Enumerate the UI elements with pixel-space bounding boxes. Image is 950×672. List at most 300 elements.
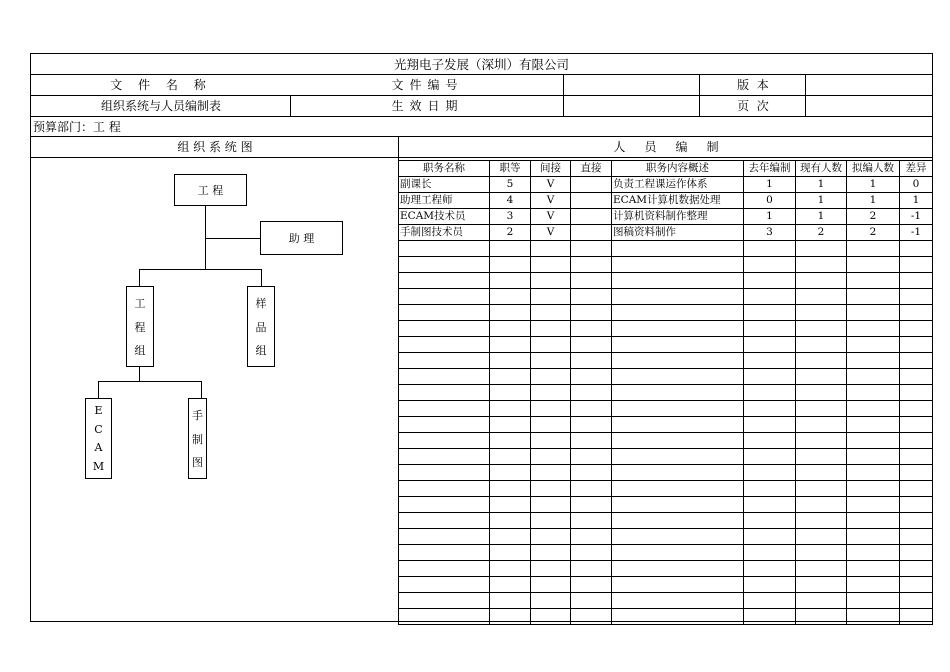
doc-number-label: 文件编号 <box>391 78 464 92</box>
table-cell <box>612 465 744 481</box>
table-cell <box>571 561 612 577</box>
table-cell <box>571 609 612 625</box>
org-node-char: 手 <box>192 408 203 422</box>
table-cell <box>900 305 933 321</box>
table-cell: V <box>531 225 571 241</box>
table-cell <box>490 321 531 337</box>
table-cell <box>531 529 571 545</box>
table-cell <box>847 561 900 577</box>
table-cell <box>571 545 612 561</box>
table-cell <box>847 385 900 401</box>
table-cell: V <box>531 209 571 225</box>
table-cell: 1 <box>796 177 847 193</box>
table-cell <box>612 561 744 577</box>
table-cell <box>399 497 490 513</box>
table-cell <box>399 385 490 401</box>
table-cell <box>399 465 490 481</box>
table-cell <box>531 593 571 609</box>
table-cell <box>612 497 744 513</box>
table-cell <box>796 545 847 561</box>
table-cell: 3 <box>490 209 531 225</box>
table-cell <box>490 433 531 449</box>
table-cell <box>900 289 933 305</box>
table-cell <box>796 593 847 609</box>
table-cell <box>490 305 531 321</box>
table-cell <box>744 289 796 305</box>
table-row-empty <box>399 561 933 577</box>
table-row-empty <box>399 385 933 401</box>
table-cell <box>847 465 900 481</box>
table-cell <box>490 337 531 353</box>
table-cell <box>531 273 571 289</box>
table-cell: 0 <box>744 193 796 209</box>
table-cell <box>796 481 847 497</box>
table-row-empty <box>399 465 933 481</box>
table-cell <box>796 257 847 273</box>
table-cell <box>612 481 744 497</box>
column-header: 去年编制 <box>744 161 796 177</box>
table-cell <box>612 337 744 353</box>
table-cell <box>744 465 796 481</box>
effective-date-value <box>564 95 700 116</box>
table-cell <box>399 481 490 497</box>
table-cell <box>571 481 612 497</box>
column-header: 直接 <box>571 161 612 177</box>
org-node-hand-drawing <box>188 398 207 479</box>
company-row <box>30 53 933 74</box>
table-cell <box>571 257 612 273</box>
column-header: 职务内容概述 <box>612 161 744 177</box>
table-cell <box>796 337 847 353</box>
table-cell: 4 <box>490 193 531 209</box>
table-cell: 2 <box>847 209 900 225</box>
table-cell: 1 <box>744 177 796 193</box>
table-cell: ECAM计算机数据处理 <box>612 193 744 209</box>
table-cell <box>744 337 796 353</box>
table-cell: V <box>531 193 571 209</box>
table-cell <box>847 497 900 513</box>
table-cell <box>744 401 796 417</box>
table-cell: 5 <box>490 177 531 193</box>
table-cell: 1 <box>847 193 900 209</box>
table-cell <box>900 273 933 289</box>
table-cell <box>744 497 796 513</box>
table-cell <box>744 609 796 625</box>
table-cell <box>399 609 490 625</box>
table-cell <box>796 497 847 513</box>
table-cell <box>490 241 531 257</box>
table-row-empty <box>399 273 933 289</box>
org-node-char: 组 <box>255 344 267 358</box>
table-cell <box>796 353 847 369</box>
table-cell <box>490 273 531 289</box>
table-cell <box>847 273 900 289</box>
table-cell <box>571 385 612 401</box>
table-cell <box>490 417 531 433</box>
org-node-engineering-group <box>126 286 154 367</box>
table-cell <box>399 241 490 257</box>
column-header: 职等 <box>490 161 531 177</box>
table-cell <box>612 369 744 385</box>
table-cell <box>612 433 744 449</box>
table-cell <box>744 561 796 577</box>
table-cell <box>531 577 571 593</box>
table-cell <box>847 433 900 449</box>
table-cell <box>490 529 531 545</box>
table-cell: V <box>531 177 571 193</box>
table-cell <box>490 257 531 273</box>
table-cell <box>490 289 531 305</box>
table-cell <box>571 225 612 241</box>
org-node-char: M <box>92 459 105 473</box>
table-cell <box>531 449 571 465</box>
table-cell <box>612 609 744 625</box>
table-cell <box>744 545 796 561</box>
table-cell <box>900 369 933 385</box>
table-cell <box>796 385 847 401</box>
table-cell <box>399 401 490 417</box>
table-cell <box>612 273 744 289</box>
table-cell <box>612 449 744 465</box>
staffing-title: 人 员 编 制 <box>613 140 719 154</box>
table-cell: 1 <box>900 193 933 209</box>
org-node-ecam <box>85 398 112 479</box>
table-cell <box>531 369 571 385</box>
table-cell <box>847 449 900 465</box>
table-cell: ECAM技术员 <box>399 209 490 225</box>
table-cell: 负责工程课运作体系 <box>612 177 744 193</box>
table-cell <box>571 321 612 337</box>
table-cell <box>847 241 900 257</box>
table-cell <box>847 529 900 545</box>
table-cell: -1 <box>900 209 933 225</box>
table-cell <box>744 369 796 385</box>
table-cell <box>847 321 900 337</box>
table-cell <box>900 545 933 561</box>
table-cell <box>847 353 900 369</box>
table-row <box>399 225 933 241</box>
org-chart-title: 组 织 系 统 图 <box>177 140 253 154</box>
table-cell: 1 <box>796 209 847 225</box>
table-cell <box>571 593 612 609</box>
table-cell <box>744 321 796 337</box>
org-node-char: A <box>94 441 103 455</box>
table-cell <box>571 273 612 289</box>
table-cell <box>796 449 847 465</box>
table-cell <box>399 305 490 321</box>
org-node-char: 图 <box>192 456 203 470</box>
table-cell <box>571 433 612 449</box>
table-cell <box>531 481 571 497</box>
table-row-empty <box>399 545 933 561</box>
table-cell <box>744 257 796 273</box>
column-header: 拟编人数 <box>847 161 900 177</box>
table-cell <box>531 337 571 353</box>
table-cell <box>399 449 490 465</box>
table-row-empty <box>399 609 933 625</box>
table-cell <box>490 593 531 609</box>
table-cell <box>900 241 933 257</box>
table-cell <box>900 401 933 417</box>
table-cell <box>399 321 490 337</box>
table-cell <box>399 529 490 545</box>
column-header: 职务名称 <box>399 161 490 177</box>
table-cell <box>531 497 571 513</box>
table-cell <box>571 353 612 369</box>
table-cell <box>531 417 571 433</box>
table-cell <box>531 465 571 481</box>
table-cell <box>900 561 933 577</box>
table-cell <box>612 305 744 321</box>
table-cell <box>399 561 490 577</box>
table-cell <box>490 513 531 529</box>
table-cell <box>399 273 490 289</box>
table-cell <box>796 273 847 289</box>
table-header-row <box>399 161 933 177</box>
header-row-1 <box>30 74 933 95</box>
table-cell <box>796 433 847 449</box>
org-node-engineering <box>174 174 247 206</box>
table-cell <box>900 481 933 497</box>
table-cell: 助理工程师 <box>399 193 490 209</box>
table-cell <box>847 289 900 305</box>
table-cell <box>847 369 900 385</box>
table-cell <box>744 305 796 321</box>
table-cell <box>612 593 744 609</box>
table-row-empty <box>399 321 933 337</box>
table-cell <box>399 417 490 433</box>
org-node-sample-group <box>247 286 275 367</box>
table-cell <box>490 353 531 369</box>
table-cell <box>612 289 744 305</box>
table-cell <box>571 305 612 321</box>
table-cell: 2 <box>490 225 531 241</box>
table-cell <box>399 513 490 529</box>
table-cell <box>900 497 933 513</box>
doc-name-value: 组织系统与人员编制表 <box>100 99 221 113</box>
section-title-row <box>30 136 933 157</box>
table-cell <box>900 593 933 609</box>
table-cell <box>571 177 612 193</box>
table-cell <box>847 545 900 561</box>
staff-table <box>398 160 933 625</box>
table-cell <box>612 321 744 337</box>
table-cell <box>900 337 933 353</box>
table-cell <box>399 289 490 305</box>
table-cell <box>531 353 571 369</box>
table-cell <box>744 513 796 529</box>
column-header: 现有人数 <box>796 161 847 177</box>
table-cell <box>847 481 900 497</box>
org-node-char: E <box>94 404 103 418</box>
table-cell <box>399 577 490 593</box>
table-row-empty <box>399 417 933 433</box>
budget-row <box>30 116 933 136</box>
column-header: 间接 <box>531 161 571 177</box>
table-cell <box>612 385 744 401</box>
table-cell <box>612 401 744 417</box>
org-node-char: 样 <box>255 296 267 310</box>
table-cell <box>531 561 571 577</box>
table-row-empty <box>399 433 933 449</box>
table-cell <box>571 337 612 353</box>
table-cell <box>490 465 531 481</box>
table-row-empty <box>399 577 933 593</box>
table-cell <box>796 561 847 577</box>
table-cell <box>612 513 744 529</box>
table-cell <box>571 529 612 545</box>
table-cell <box>796 369 847 385</box>
table-cell: 手制图技术员 <box>399 225 490 241</box>
org-node-char: C <box>94 422 103 436</box>
table-row-empty <box>399 369 933 385</box>
table-cell: 1 <box>796 193 847 209</box>
table-cell <box>796 609 847 625</box>
table-cell <box>744 417 796 433</box>
table-cell <box>571 577 612 593</box>
table-cell <box>744 241 796 257</box>
table-row-empty <box>399 497 933 513</box>
budget-department: 预算部门：工 程 <box>33 119 121 134</box>
table-cell <box>399 353 490 369</box>
table-cell <box>847 257 900 273</box>
table-cell <box>490 369 531 385</box>
org-node-label: 工 程 <box>197 184 224 197</box>
table-row-empty <box>399 257 933 273</box>
version-label: 版 本 <box>737 78 769 92</box>
page-label: 页 次 <box>737 99 769 113</box>
table-cell <box>490 561 531 577</box>
table-cell <box>571 369 612 385</box>
table-cell <box>796 465 847 481</box>
company-name: 光翔电子发展（深圳）有限公司 <box>393 56 569 72</box>
table-cell <box>571 209 612 225</box>
table-row-empty <box>399 289 933 305</box>
table-cell: 图稿资料制作 <box>612 225 744 241</box>
org-node-char: 工 <box>134 296 146 310</box>
table-cell <box>612 545 744 561</box>
table-cell <box>744 273 796 289</box>
table-cell <box>571 417 612 433</box>
table-cell <box>531 257 571 273</box>
table-cell <box>796 305 847 321</box>
table-cell <box>796 529 847 545</box>
table-cell: 1 <box>744 209 796 225</box>
table-cell <box>571 241 612 257</box>
table-cell <box>796 241 847 257</box>
table-cell <box>490 497 531 513</box>
table-cell: 1 <box>847 177 900 193</box>
table-cell <box>571 289 612 305</box>
table-cell <box>847 593 900 609</box>
table-cell <box>847 337 900 353</box>
header-row-2 <box>30 95 933 116</box>
table-cell <box>744 353 796 369</box>
table-cell <box>900 529 933 545</box>
table-cell: 2 <box>796 225 847 241</box>
table-cell <box>571 465 612 481</box>
table-cell <box>900 417 933 433</box>
table-cell <box>531 433 571 449</box>
table-cell: 计算机资料制作整理 <box>612 209 744 225</box>
table-cell <box>744 433 796 449</box>
table-cell <box>900 449 933 465</box>
table-row <box>399 177 933 193</box>
table-cell <box>847 305 900 321</box>
table-cell <box>744 529 796 545</box>
table-row-empty <box>399 337 933 353</box>
table-cell <box>490 385 531 401</box>
table-cell <box>612 417 744 433</box>
table-cell: -1 <box>900 225 933 241</box>
table-cell <box>796 577 847 593</box>
table-row-empty <box>399 513 933 529</box>
table-cell <box>847 577 900 593</box>
table-cell <box>612 529 744 545</box>
table-row-empty <box>399 305 933 321</box>
org-node-label: 助 理 <box>288 232 315 245</box>
table-row-empty <box>399 449 933 465</box>
table-cell <box>490 577 531 593</box>
table-row-empty <box>399 593 933 609</box>
table-cell <box>612 241 744 257</box>
table-cell <box>900 609 933 625</box>
table-cell <box>399 337 490 353</box>
table-cell <box>796 401 847 417</box>
table-cell <box>571 513 612 529</box>
doc-number-value <box>564 74 700 95</box>
org-node-char: 品 <box>255 320 267 334</box>
org-node-char: 程 <box>134 320 146 334</box>
table-cell <box>571 193 612 209</box>
table-cell <box>571 449 612 465</box>
table-cell <box>490 609 531 625</box>
table-cell <box>531 513 571 529</box>
table-cell <box>531 385 571 401</box>
table-cell <box>531 545 571 561</box>
table-cell <box>900 353 933 369</box>
table-cell <box>900 577 933 593</box>
table-cell <box>612 257 744 273</box>
table-cell <box>571 401 612 417</box>
doc-name-label: 文 件 名 称 <box>110 78 212 92</box>
org-node-char: 组 <box>134 344 146 358</box>
table-cell <box>531 321 571 337</box>
table-row-empty <box>399 481 933 497</box>
table-cell <box>847 401 900 417</box>
table-cell <box>399 593 490 609</box>
table-cell <box>531 305 571 321</box>
page-value <box>806 95 933 116</box>
table-cell <box>900 257 933 273</box>
table-row <box>399 193 933 209</box>
table-cell <box>744 481 796 497</box>
table-cell <box>744 385 796 401</box>
table-cell <box>900 321 933 337</box>
table-cell <box>796 513 847 529</box>
table-cell: 2 <box>847 225 900 241</box>
version-value <box>806 74 933 95</box>
table-cell <box>900 433 933 449</box>
table-cell <box>531 609 571 625</box>
table-cell <box>490 449 531 465</box>
table-cell <box>796 289 847 305</box>
table-cell <box>900 513 933 529</box>
table-cell <box>531 401 571 417</box>
table-row-empty <box>399 529 933 545</box>
table-cell <box>571 497 612 513</box>
table-cell <box>744 449 796 465</box>
